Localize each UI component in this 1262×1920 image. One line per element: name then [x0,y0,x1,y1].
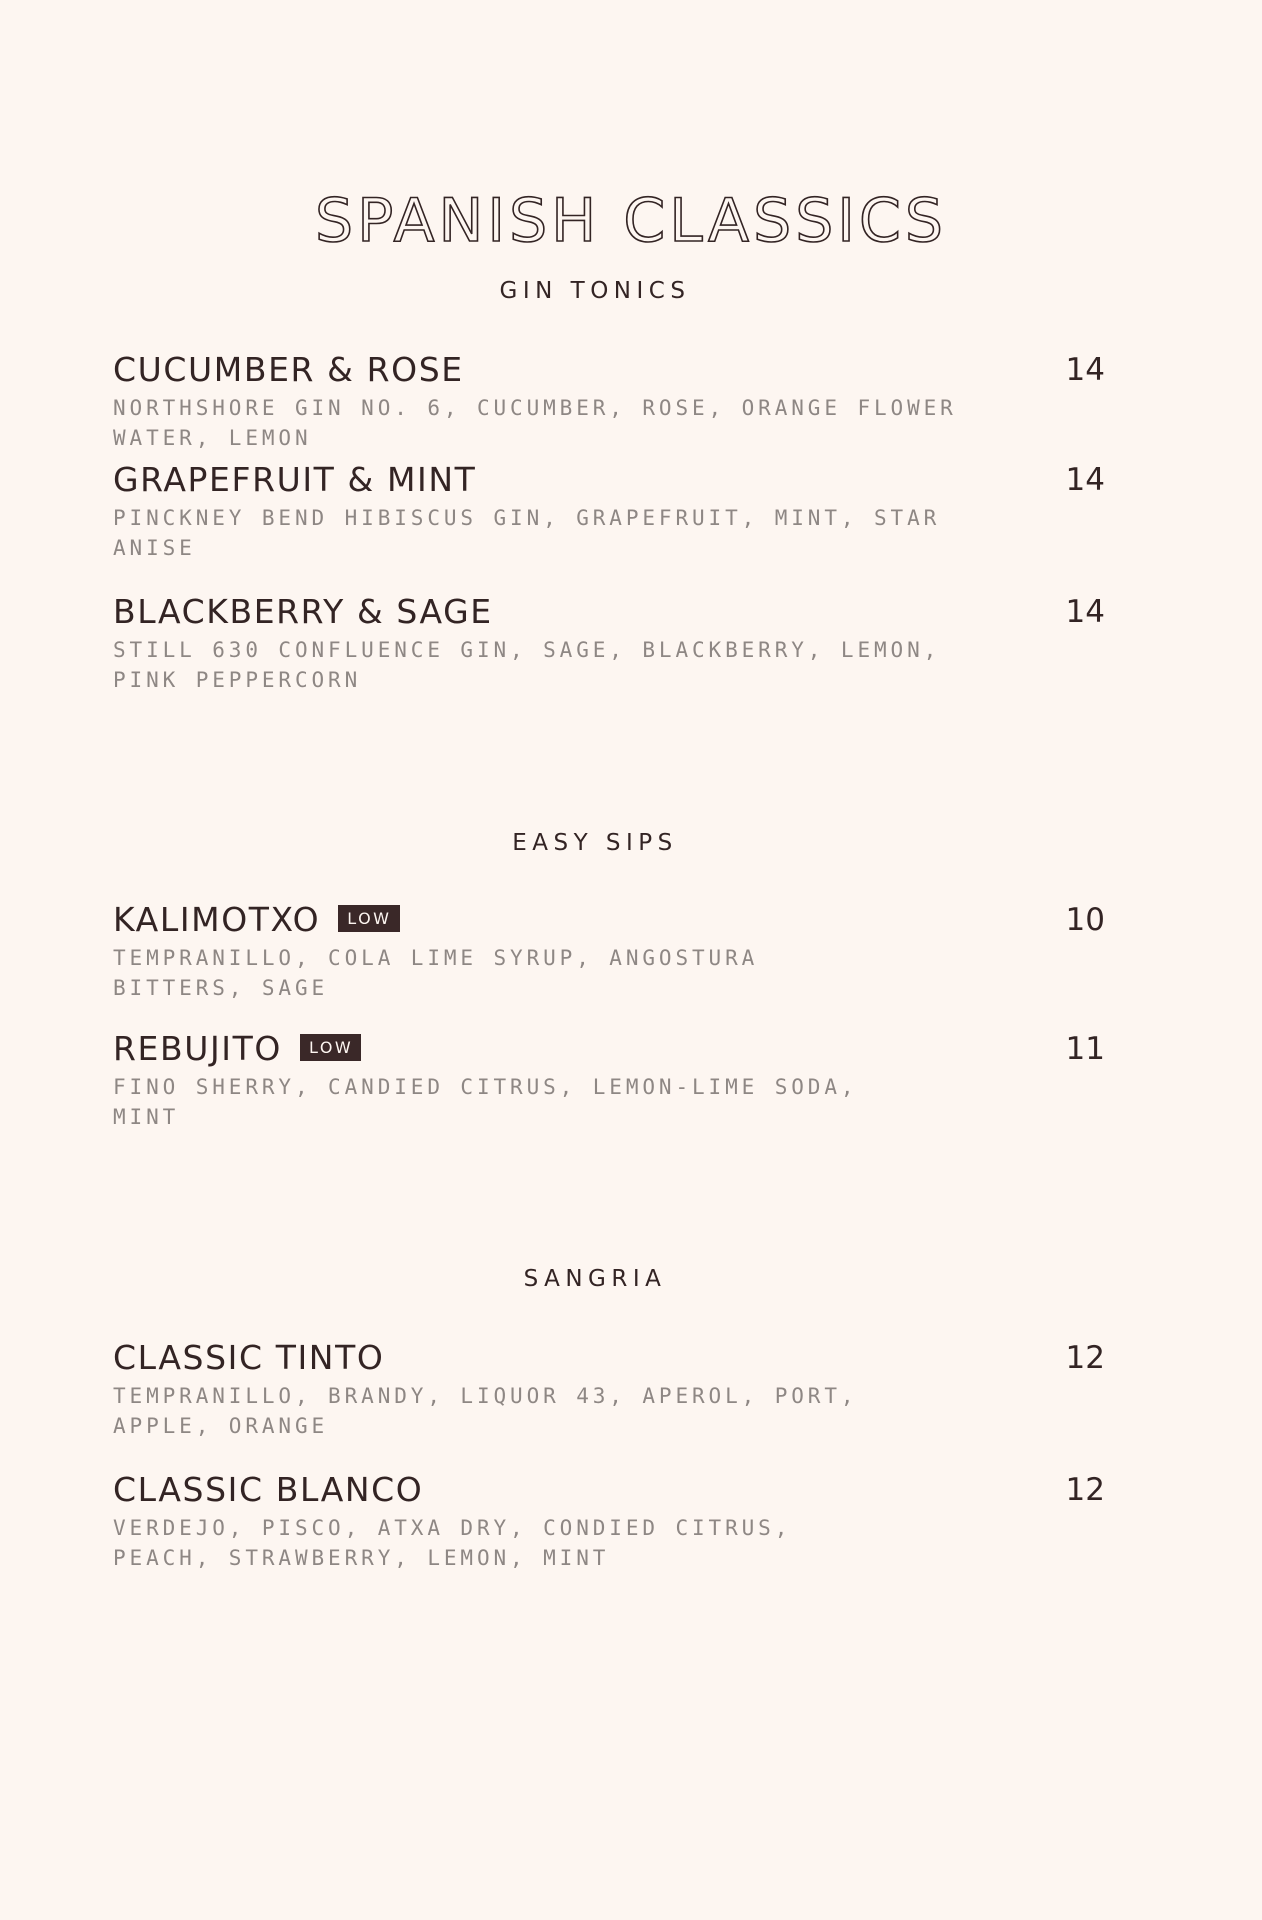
item-price: 12 [1065,1472,1105,1508]
low-badge: LOW [300,1034,361,1061]
section-heading-sangria: SANGRIA [523,1266,667,1292]
item-name: BLACKBERRY & SAGE [113,592,493,631]
section-heading-gin-tonics: GIN TONICS [499,278,691,304]
menu-item-rebujito [113,1026,1113,1132]
section-heading-easy-sips: EASY SIPS [512,830,678,856]
menu-item-grapefruit-mint [113,457,1113,563]
menu-item-classic-blanco [113,1467,1113,1573]
page-title: SPANISH CLASSICS [315,186,947,256]
item-name: CLASSIC TINTO [113,1338,385,1377]
item-price: 14 [1065,594,1105,630]
item-name-wrap [113,1026,361,1072]
item-name: CUCUMBER & ROSE [113,350,464,389]
item-name-wrap [113,897,400,943]
item-description: TEMPRANILLO, COLA LIME SYRUP, ANGOSTURA BITTERS, SAGE [113,946,759,1000]
low-badge: LOW [338,905,399,932]
item-name: GRAPEFRUIT & MINT [113,460,477,499]
menu-item-classic-tinto [113,1335,1113,1441]
item-name: REBUJITO [113,1029,282,1068]
item-price: 14 [1065,352,1105,388]
item-description: PINCKNEY BEND HIBISCUS GIN, GRAPEFRUIT, MINT, STAR ANISE [113,506,941,560]
item-price: 14 [1065,462,1105,498]
item-name: KALIMOTXO [113,900,321,939]
item-price: 11 [1065,1031,1105,1067]
item-description: VERDEJO, PISCO, ATXA DRY, CONDIED CITRUS, PEACH, STRAWBERRY, LEMON, MINT [113,1516,792,1570]
item-description: TEMPRANILLO, BRANDY, LIQUOR 43, APEROL, PORT, APPLE, ORANGE [113,1384,858,1438]
menu-item-kalimotxo [113,897,1113,1003]
menu-item-cucumber-rose [113,347,1113,453]
menu-item-blackberry-sage [113,589,1113,695]
item-description: NORTHSHORE GIN NO. 6, CUCUMBER, ROSE, ORANGE FLOWER WATER, LEMON [113,396,957,450]
item-name: CLASSIC BLANCO [113,1470,424,1509]
item-price: 12 [1065,1340,1105,1376]
item-description: STILL 630 CONFLUENCE GIN, SAGE, BLACKBERRY, LEMON, PINK PEPPERCORN [113,638,941,692]
item-description: FINO SHERRY, CANDIED CITRUS, LEMON-LIME SODA, MINT [113,1075,858,1129]
item-price: 10 [1065,902,1105,938]
